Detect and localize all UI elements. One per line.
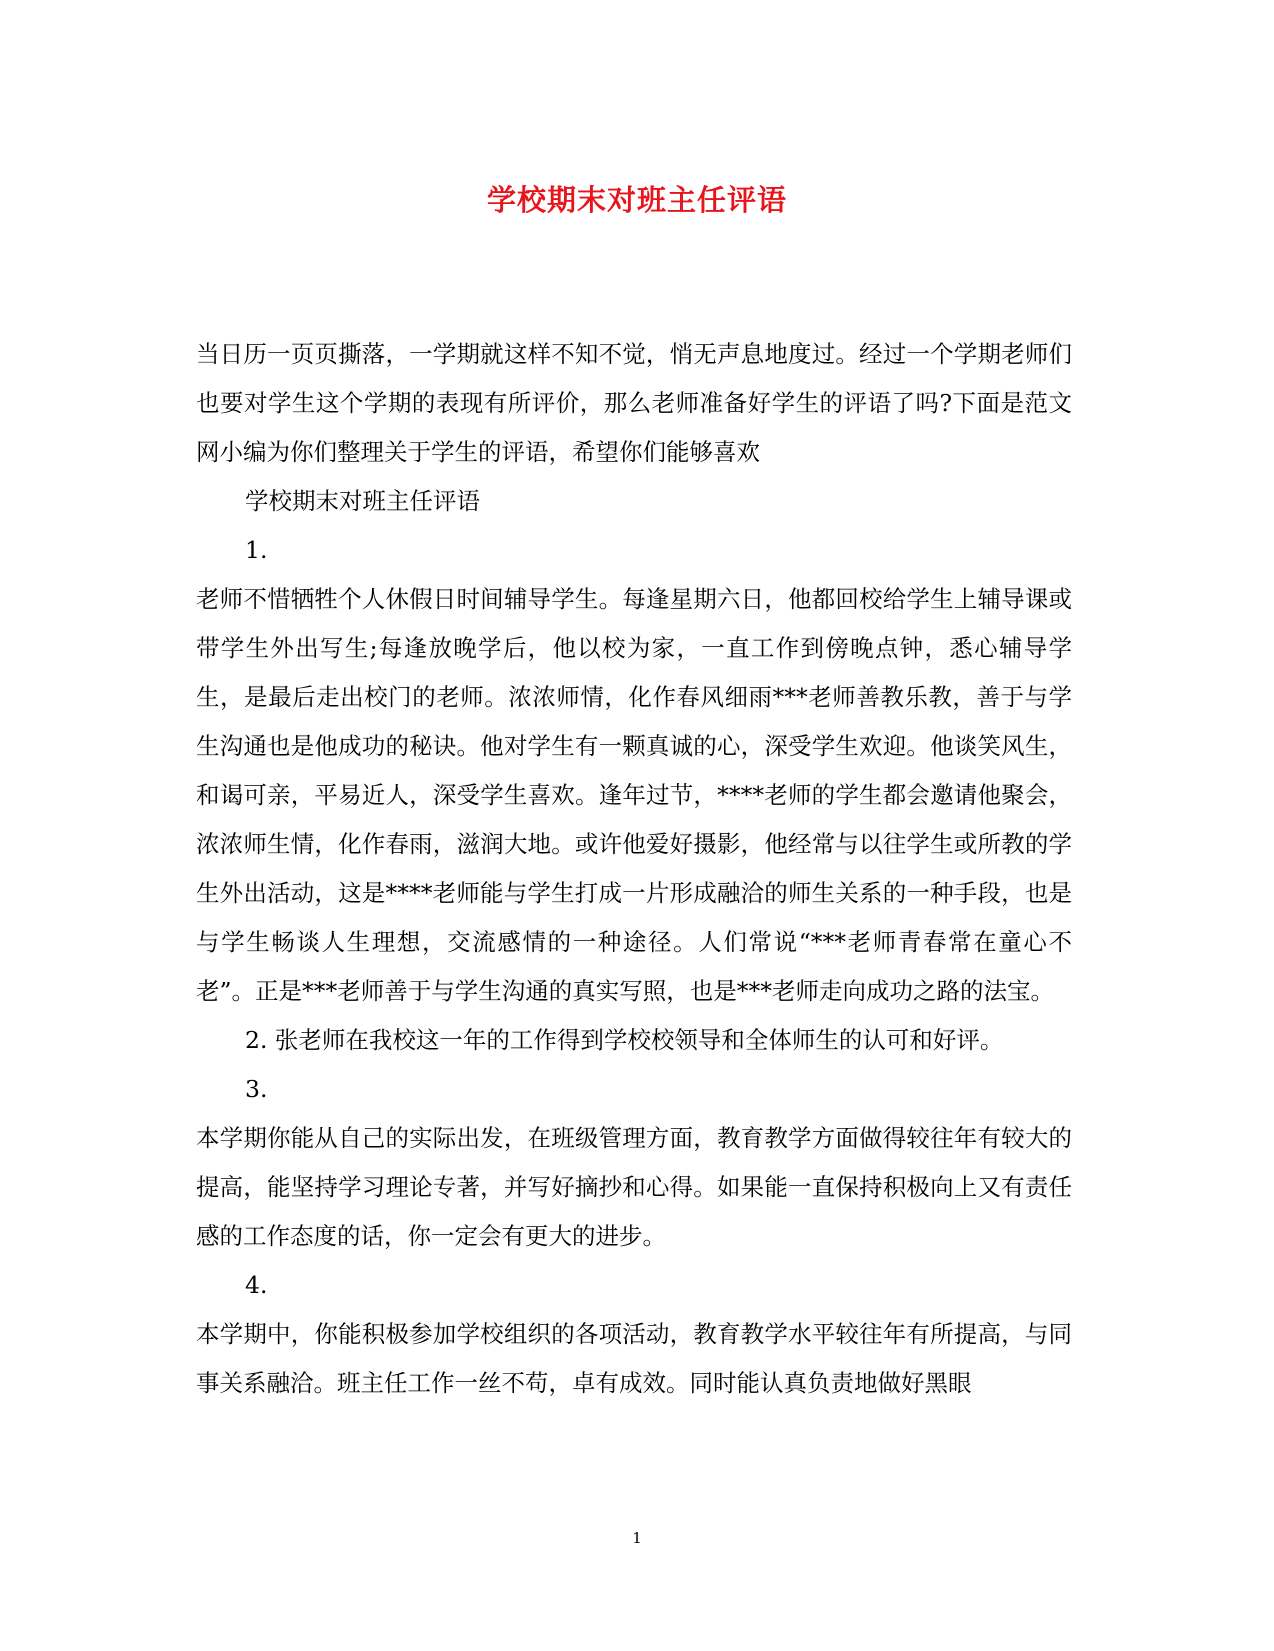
item-3-number: 3.	[245, 1075, 268, 1103]
item-1-number: 1.	[245, 536, 268, 564]
item-3-text: 本学期你能从自己的实际出发，在班级管理方面，教育教学方面做得较往年有较大的提高，能坚持学习理论专著，并写好摘抄和心得。如果能一直保持积极向上又有责任感的工作态度的话，你一定会有更大的进步。	[196, 1124, 1072, 1250]
document-body	[196, 330, 1072, 1408]
page-number: 1	[632, 1529, 642, 1547]
item-2-text: 2. 张老师在我校这一年的工作得到学校校领导和全体师生的认可和好评。	[245, 1026, 1004, 1054]
document-title: 学校期末对班主任评语	[486, 183, 787, 217]
item-4-number: 4.	[245, 1271, 268, 1299]
item-4-text: 本学期中，你能积极参加学校组织的各项活动，教育教学水平较往年有所提高，与同事关系融洽。班主任工作一丝不苟，卓有成效。同时能认真负责地做好黑眼	[196, 1320, 1072, 1397]
item-1-text: 老师不惜牺牲个人休假日时间辅导学生。每逢星期六日，他都回校给学生上辅导课或带学生外出写生;每逢放晚学后，他以校为家，一直工作到傍晚点钟，悉心辅导学生，是最后走出校门的老师。浓浓师情，化作春风细雨***老师善教乐教，善于与学生沟通也是他成功的秘诀。他对学生有一颗真诚的心，深受学生欢迎。他谈笑风生，和谒可亲，平易近人，深受学生喜欢。逢年过节，****老师的学生都会邀请他聚会，浓浓师生情，化作春雨，滋润大地。或许他爱好摄影，他经常与以往学生或所教的学生外出活动，这是****老师能与学生打成一片形成融洽的师生关系的一种手段，也是与学生畅谈人生理想，交流感情的一种途径。人们常说“***老师青春常在童心不老”。正是***老师善于与学生沟通的真实写照，也是***老师走向成功之路的法宝。	[196, 585, 1072, 1005]
section-heading: 学校期末对班主任评语	[245, 487, 480, 515]
intro-paragraph: 当日历一页页撕落，一学期就这样不知不觉，悄无声息地度过。经过一个学期老师们也要对学生这个学期的表现有所评价，那么老师准备好学生的评语了吗?下面是范文网小编为你们整理关于学生的评语，希望你们能够喜欢	[196, 340, 1072, 466]
